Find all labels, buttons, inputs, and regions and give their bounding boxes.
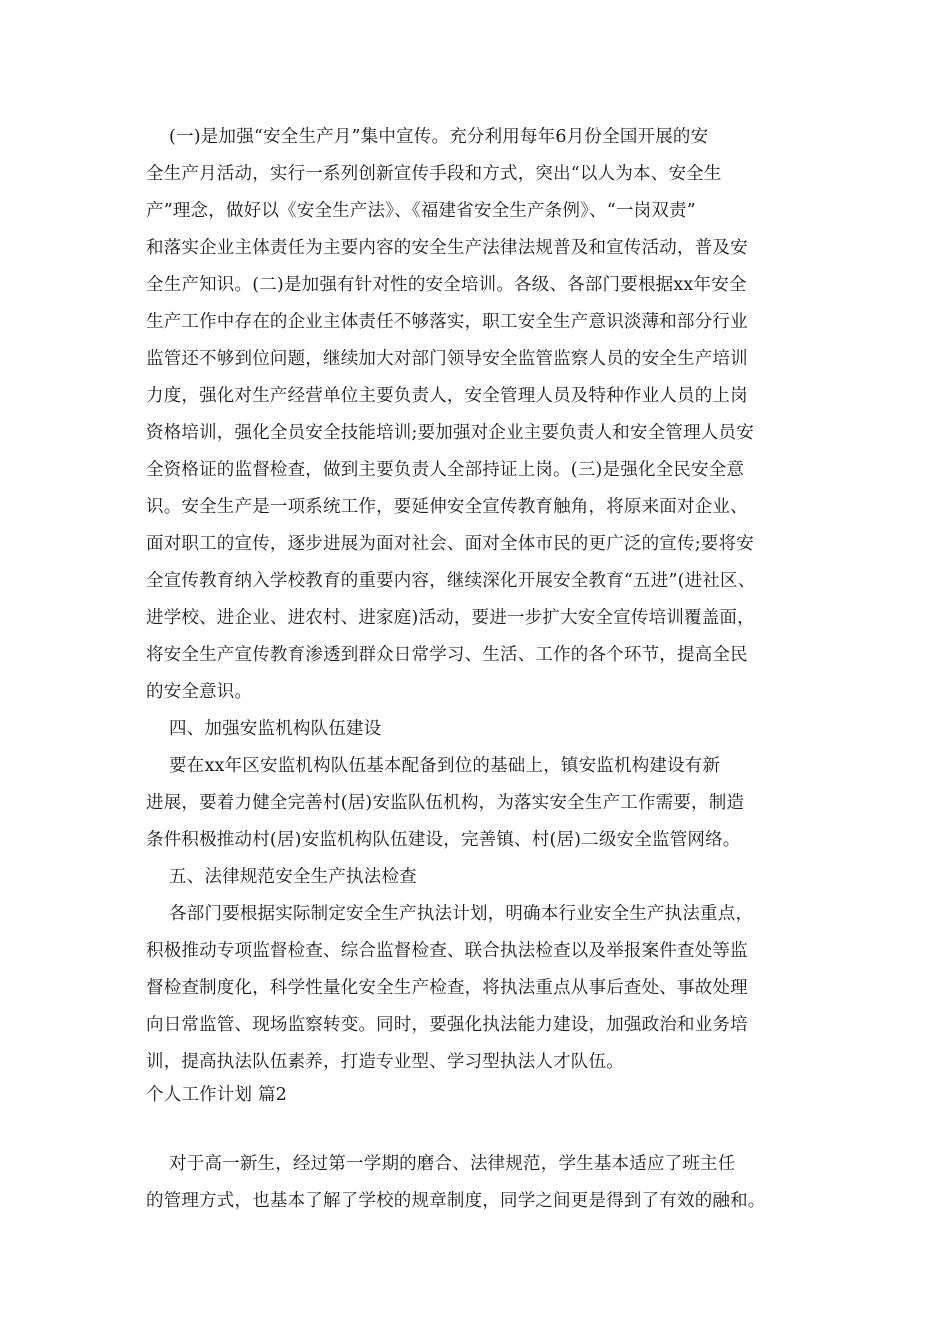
text-line: 全资格证的监督检查，做到主要负责人全部持证上岗。(三)是强化全民安全意 [146, 460, 745, 480]
text-line: 生产工作中存在的企业主体责任不够落实，职工安全生产意识淡薄和部分行业 [146, 312, 748, 332]
text-line: (一)是加强“安全生产月”集中宣传。充分利用每年6月份全国开展的安 [146, 127, 709, 147]
text-line: 进展，要着力健全完善村(居)安监队伍机构，为落实安全生产工作需要，制造 [146, 793, 745, 813]
text-line: 产”理念，做好以《安全生产法》、《福建省安全生产条例》、“一岗双责” [146, 201, 696, 221]
text-line: 将安全生产宣传教育渗透到群众日常学习、生活、工作的各个环节，提高全民 [146, 645, 748, 665]
text-line: 全生产月活动，实行一系列创新宣传手段和方式，突出“以人为本、安全生 [146, 164, 722, 184]
text-line: 要在xx年区安监机构队伍基本配备到位的基础上，镇安监机构建设有新 [146, 756, 721, 776]
text-line: 对于高一新生，经过第一学期的磨合、法律规范，学生基本适应了班主任 [146, 1154, 736, 1174]
text-line: 全生产知识。(二)是加强有针对性的安全培训。各级、各部门要根据xx年安全 [146, 275, 747, 295]
text-line: 积极推动专项监督检查、综合监督检查、联合执法检查以及举报案件查处等监 [146, 941, 748, 961]
section-heading: 五、法律规范安全生产执法检查 [146, 867, 417, 887]
text-line: 监管还不够到位问题，继续加大对部门领导安全监管监察人员的安全生产培训 [146, 349, 748, 369]
text-line: 训，提高执法队伍素养，打造专业型、学习型执法人才队伍。 [146, 1052, 624, 1072]
text-line: 条件积极推动村(居)安监机构队伍建设，完善镇、村(居)二级安全监管网络。 [146, 830, 741, 850]
text-line: 进学校、进企业、进农村、进家庭)活动，要进一步扩大安全宣传培训覆盖面， [146, 608, 755, 628]
text-line: 各部门要根据实际制定安全生产执法计划，明确本行业安全生产执法重点， [146, 904, 754, 924]
text-line: 面对职工的宣传，逐步进展为面对社会、面对全体市民的更广泛的宣传;要将安 [146, 534, 754, 554]
text-line: 的安全意识。 [146, 682, 253, 702]
text-line: 和落实企业主体责任为主要内容的安全生产法律法规普及和宣传活动，普及安 [146, 238, 748, 258]
text-line: 督检查制度化，科学性量化安全生产检查，将执法重点从事后查处、事故处理 [146, 978, 748, 998]
section-title: 个人工作计划 篇2 [146, 1085, 287, 1105]
text-line: 识。安全生产是一项系统工作，要延伸安全宣传教育触角，将原来面对企业、 [146, 497, 748, 517]
text-line: 资格培训，强化全员安全技能培训;要加强对企业主要负责人和安全管理人员安 [146, 423, 754, 443]
text-line: 的管理方式，也基本了解了学校的规章制度，同学之间更是得到了有效的融和。 [146, 1191, 766, 1211]
text-line: 向日常监管、现场监察转变。同时，要强化执法能力建设，加强政治和业务培 [146, 1015, 748, 1035]
text-line: 全宣传教育纳入学校教育的重要内容，继续深化开展安全教育“五进”(进社区、 [146, 571, 756, 591]
section-heading: 四、加强安监机构队伍建设 [146, 719, 382, 739]
text-line: 力度，强化对生产经营单位主要负责人，安全管理人员及特种作业人员的上岗 [146, 386, 748, 406]
